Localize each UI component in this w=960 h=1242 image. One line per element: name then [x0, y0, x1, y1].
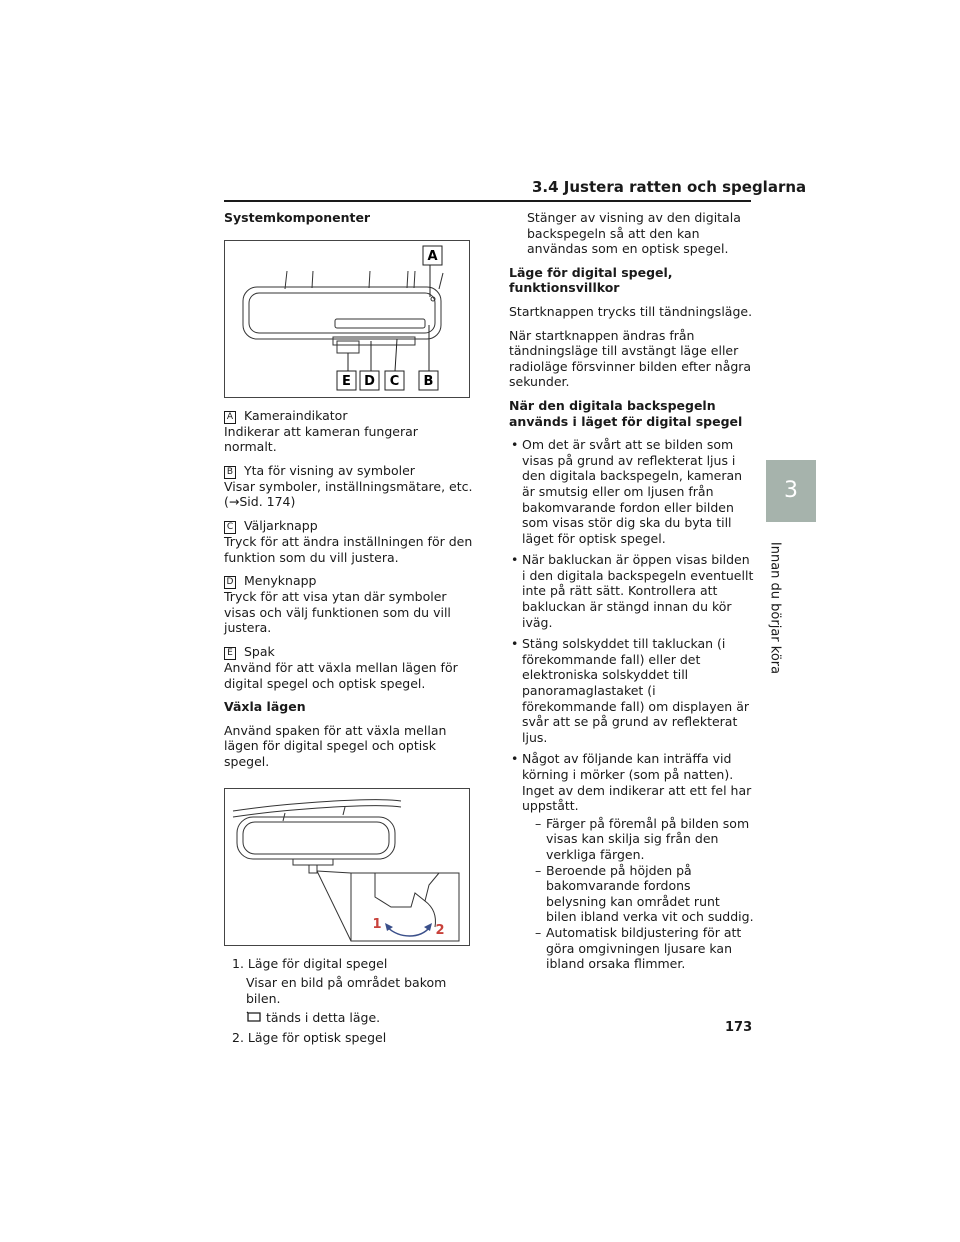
sub-bullet-1: – Färger på föremål på bilden som visas kan skilja sig från den verkliga färgen. [522, 816, 754, 863]
bullet-4 [509, 751, 754, 971]
figure2-label-2: 2 [435, 922, 445, 938]
modes-text: Använd spaken för att växla mellan lägen för digital spegel och optisk spegel. [224, 722, 447, 769]
item-e-title: Spak [244, 643, 275, 659]
item-e-desc: Använd för att växla mellan lägen för digital spegel och optisk spegel. [224, 659, 458, 691]
item-b [224, 463, 474, 510]
item-d-title: Menyknapp [244, 573, 317, 589]
sub-list [522, 816, 754, 972]
bullet-2: • När bakluckan är öppen visas bilden i den digitala backspegeln eventuellt inte på rätt sätt. Kontrollera att bakluckan är stängd innan du kör iväg. [509, 552, 754, 630]
item-d-desc: Tryck för att visa ytan där symboler visas och välj funktionen som du vill justera. [224, 589, 451, 636]
figure1-label-d: D [364, 373, 375, 389]
key-a: A [224, 411, 236, 424]
right-column [509, 210, 754, 978]
item-c-desc: Tryck för att ändra inställningen för den funktion som du vill justera. [224, 533, 473, 565]
heading-use: När den digitala backspegeln används i läget för digital spegel [509, 397, 743, 429]
item-a-title: Kameraindikator [244, 407, 348, 423]
chapter-tab: 3 [766, 460, 816, 522]
bullet-list [509, 437, 754, 972]
chapter-title: Innan du börjar köra [767, 541, 783, 675]
sub-bullet-2: – Beroende på höjden på bakomvarande fordons belysning kan området runt bilen ibland verka vit och suddig. [522, 863, 754, 925]
key-d: D [224, 576, 236, 589]
heading-components: Systemkomponenter [224, 210, 371, 225]
figure1-label-b: B [423, 373, 434, 389]
item-a [224, 408, 474, 455]
mode1-icon-text: tänds i detta läge. [265, 1010, 381, 1026]
figure2-label-1: 1 [372, 916, 382, 932]
figure-mirror-components [224, 240, 470, 398]
item-e [224, 644, 474, 691]
bullet-1: • Om det är svårt att se bilden som visas på grund av reflekterat ljus i den digitala backspegeln, kameran är smutsig eller om ljusen från bakomvarande fordon eller bilden som visas stör dig ska du byta till läget för optisk spegel. [509, 437, 754, 546]
mode1-label: 1. Läge för digital spegel [232, 955, 388, 971]
heading-conditions: Läge för digital spegel, funktionsvillkor [509, 264, 673, 296]
mirror-components-illustration [225, 241, 469, 397]
item-c [224, 518, 474, 565]
key-c: C [224, 521, 236, 534]
condition-1: Startknappen trycks till tändningsläge. [509, 303, 753, 319]
section-header: 3.4 Justera ratten och speglarna [532, 178, 807, 196]
modes-list [224, 956, 474, 1046]
lever-illustration [225, 789, 469, 945]
item-d [224, 573, 474, 636]
mode2-label: 2. Läge för optisk spegel [232, 1029, 387, 1045]
header-rule [224, 200, 751, 202]
heading-modes: Växla lägen [224, 699, 306, 715]
key-b: B [224, 466, 236, 479]
item-c-title: Väljarknapp [244, 517, 318, 533]
item-b-desc: Visar symboler, inställningsmätare, etc. (→Sid. 174) [224, 478, 473, 510]
bullet-4-text: Något av följande kan inträffa vid körning i mörker (som på natten). Inget av dem indikerar att ett fel har uppstått. [522, 751, 752, 814]
figure-lever [224, 788, 470, 946]
figure1-label-a: A [427, 248, 438, 264]
page-number: 173 [725, 1020, 753, 1035]
mode1-desc: Visar en bild på området bakom bilen. [246, 975, 447, 1006]
mode1-icon-row [224, 1010, 474, 1026]
item-a-desc: Indikerar att kameran fungerar normalt. [224, 423, 418, 455]
left-column [224, 210, 474, 1049]
sub-bullet-3: – Automatisk bildjustering för att göra omgivningen ljusare kan ibland orsaka flimmer. [522, 925, 754, 972]
camera-icon [246, 1010, 266, 1025]
intro-text: Stänger av visning av den digitala backspegeln så att den kan användas som en optisk spegel. [527, 210, 741, 257]
chapter-side-label [763, 538, 787, 678]
condition-2: När startknappen ändras från tändningsläge till avstängt läge eller radioläge försvinner bilden efter några sekunder. [509, 327, 752, 390]
item-b-title: Yta för visning av symboler [244, 462, 415, 478]
figure1-label-e: E [342, 373, 351, 389]
bullet-3: • Stäng solskyddet till takluckan (i förekommande fall) eller det elektroniska solskyddet till panoramaglastaket (i förekommande fall) om displayen är svår att se på grund av reflekterat ljus. [509, 636, 754, 745]
figure1-label-c: C [389, 373, 400, 389]
key-e: E [224, 647, 236, 660]
